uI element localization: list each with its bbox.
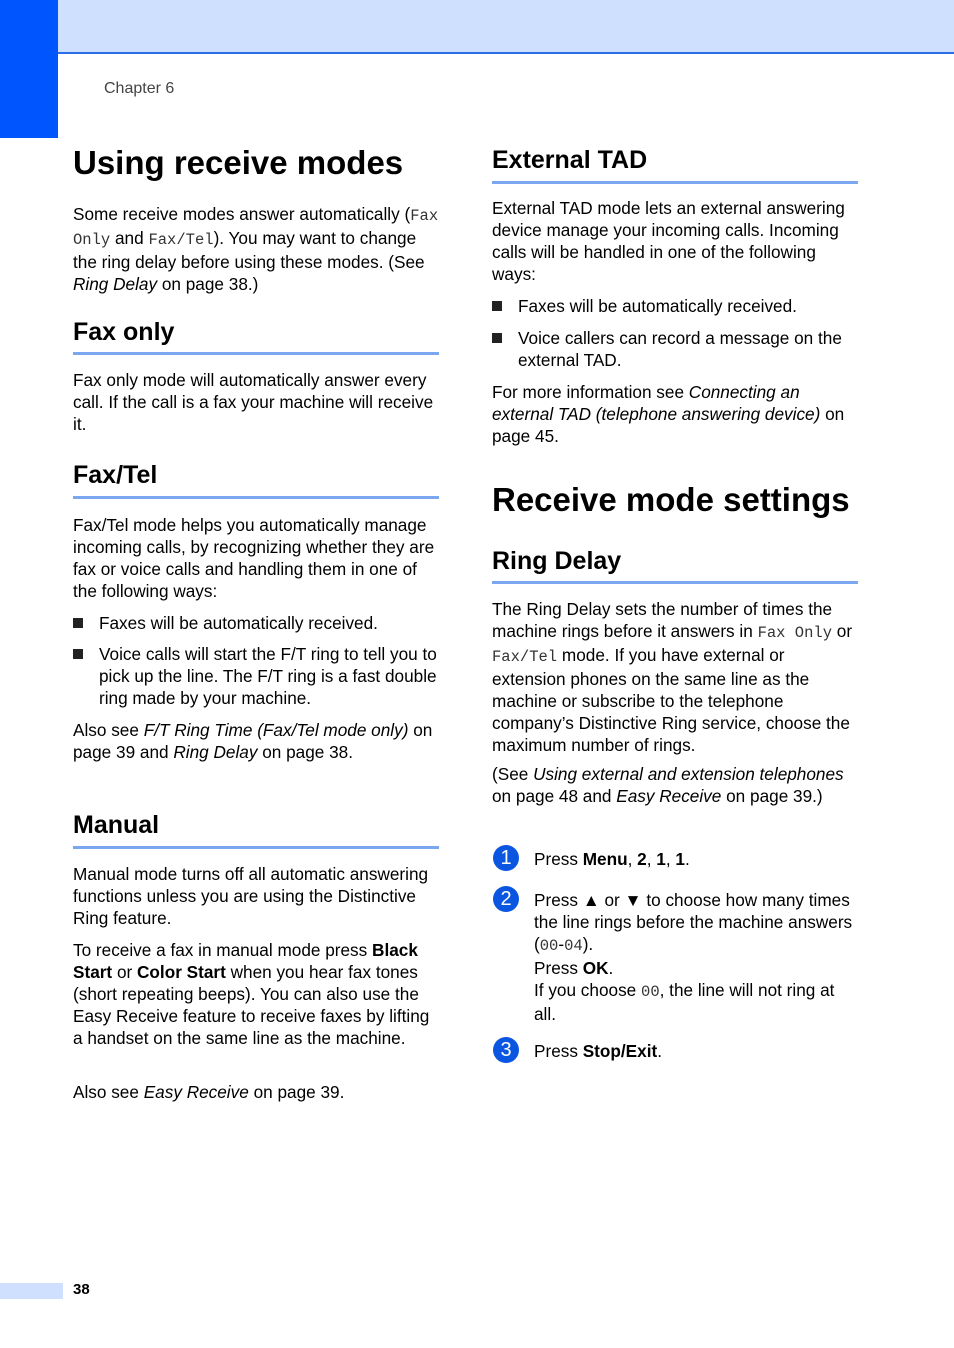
step-1-text: Press Menu, 2, 1, 1. (534, 849, 690, 869)
heading-receive-mode-settings: Receive mode settings (492, 481, 850, 518)
list-item: Voice callers can record a message on the external TAD. (492, 327, 858, 371)
page-number: 38 (73, 1281, 90, 1298)
step-2-text (534, 889, 858, 1025)
heading-fax-tel: Fax/Tel (73, 461, 158, 489)
step-number-2: 2 (493, 886, 519, 912)
heading-rule (73, 846, 439, 849)
heading-rule (492, 181, 858, 184)
external-tad-paragraph: External TAD mode lets an external answering device manage your incoming calls. Incoming calls will be handled in one of the following ways: (492, 198, 845, 284)
step-2-line-2: Press OK. (534, 958, 614, 978)
external-tad-more-info: For more information see Connecting an external TAD (telephone answering device) on page 45. (492, 382, 845, 446)
manual-paragraph-1: Manual mode turns off all automatic answering functions unless you are using the Distinctive Ring feature. (73, 864, 429, 928)
intro-paragraph: Some receive modes answer automatically (Fax Only and Fax/Tel). You may want to change the ring delay before using these modes. (See Ring Delay on page 38.) (73, 204, 439, 294)
list-item: Faxes will be automatically received. (492, 295, 858, 317)
heading-using-receive-modes: Using receive modes (73, 144, 404, 181)
header-band (58, 0, 954, 54)
step-number-3: 3 (493, 1037, 519, 1063)
step-2-line-1: Press ▲ or ▼ to choose how many times the line rings before the machine answers (00-04). (534, 890, 853, 955)
step-number-1: 1 (493, 845, 519, 871)
fax-only-paragraph: Fax only mode will automatically answer every call. If the call is a fax your machine will receive it. (73, 370, 434, 434)
chapter-label: Chapter 6 (104, 80, 175, 97)
fax-tel-paragraph: Fax/Tel mode helps you automatically manage incoming calls, by recognizing whether they are fax or voice calls and handling them in one of the following ways: (73, 515, 435, 601)
heading-ring-delay: Ring Delay (492, 547, 622, 575)
heading-rule (73, 496, 439, 499)
bullet-icon (73, 618, 83, 628)
heading-manual: Manual (73, 811, 160, 839)
step-3-text: Press Stop/Exit. (534, 1041, 662, 1061)
list-item: Voice calls will start the F/T ring to tell you to pick up the line. The F/T ring is a fast double ring made by your machine. (73, 643, 439, 709)
heading-fax-only: Fax only (73, 318, 175, 346)
chapter-tab-marker (0, 0, 58, 138)
manual-also-see: Also see Easy Receive on page 39. (73, 1082, 345, 1102)
heading-rule (492, 581, 858, 584)
page-number-band (0, 1283, 63, 1299)
bullet-icon (492, 333, 502, 343)
ring-delay-paragraph-1: The Ring Delay sets the number of times the machine rings before it answers in Fax Only or Fax/Tel mode. If you have external or extension phones on the same line as the machine or subscribe to the telephone company’s Distinctive Ring service, choose the maximum number of rings. (492, 599, 853, 755)
heading-external-tad: External TAD (492, 146, 648, 174)
step-2-line-3: If you choose 00, the line will not ring at all. (534, 980, 835, 1024)
bullet-icon (492, 301, 502, 311)
ring-delay-paragraph-2: (See Using external and extension telephones on page 48 and Easy Receive on page 39.) (492, 764, 844, 806)
heading-rule (73, 352, 439, 355)
fax-tel-also-see: Also see F/T Ring Time (Fax/Tel mode only) on page 39 and Ring Delay on page 38. (73, 720, 433, 762)
manual-paragraph-2: To receive a fax in manual mode press Black Start or Color Start when you hear fax tones (short repeating beeps). You can also use the Easy Receive feature to receive faxes by lifting a handset on the same line as the machine. (73, 940, 430, 1048)
bullet-icon (73, 649, 83, 659)
list-item: Faxes will be automatically received. (73, 612, 439, 634)
